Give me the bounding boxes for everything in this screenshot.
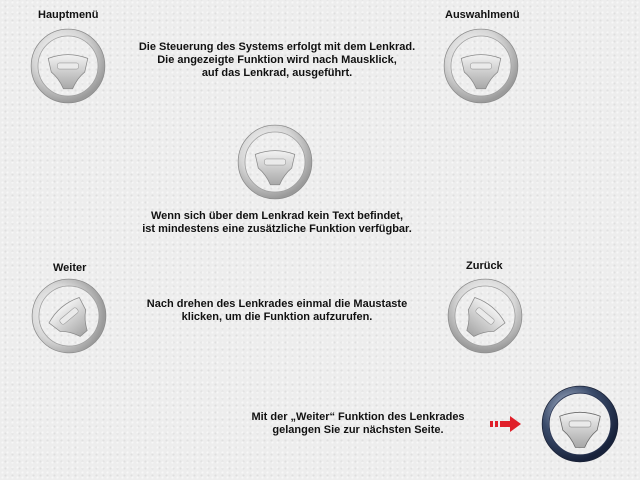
next-label: Weiter [53,262,87,274]
steering-wheel-icon [447,278,523,354]
main-menu-label: Hauptmenü [38,9,99,21]
instruction-line: gelangen Sie zur nächsten Seite. [272,424,444,436]
arrow-right-icon [490,415,522,433]
steering-wheel-icon [30,28,106,104]
selection-menu-steering-wheel-icon[interactable] [443,28,519,104]
center-steering-wheel-icon[interactable] [237,124,313,200]
steering-wheel-icon [443,28,519,104]
selection-menu-label: Auswahlmenü [445,9,520,21]
steering-wheel-icon [31,278,107,354]
next-steering-wheel-icon[interactable] [31,278,107,354]
steering-wheel-icon [237,124,313,200]
back-label: Zurück [466,260,503,272]
example-steering-wheel-icon[interactable] [541,385,619,463]
instruction-line: ist mindestens eine zusätzliche Funktion verfügbar. [142,223,412,235]
instruction-block-4 [230,411,486,437]
instruction-block-3 [120,298,434,324]
instruction-block-1 [120,41,434,80]
instruction-block-2 [120,210,434,236]
instruction-line: Die Steuerung des Systems erfolgt mit dem Lenkrad. [138,41,416,53]
instruction-line: klicken, um die Funktion aufzurufen. [181,311,373,323]
instruction-line: Die angezeigte Funktion wird nach Mausklick, [157,54,397,66]
main-menu-steering-wheel-icon[interactable] [30,28,106,104]
instruction-line: Nach drehen des Lenkrades einmal die Maustaste [146,298,408,310]
instruction-line: Mit der „Weiter“ Funktion des Lenkrades [251,411,465,423]
instruction-line: Wenn sich über dem Lenkrad kein Text befindet, [150,210,404,222]
back-steering-wheel-icon[interactable] [447,278,523,354]
instruction-line: auf das Lenkrad, ausgeführt. [201,67,353,79]
steering-wheel-icon [541,385,619,463]
